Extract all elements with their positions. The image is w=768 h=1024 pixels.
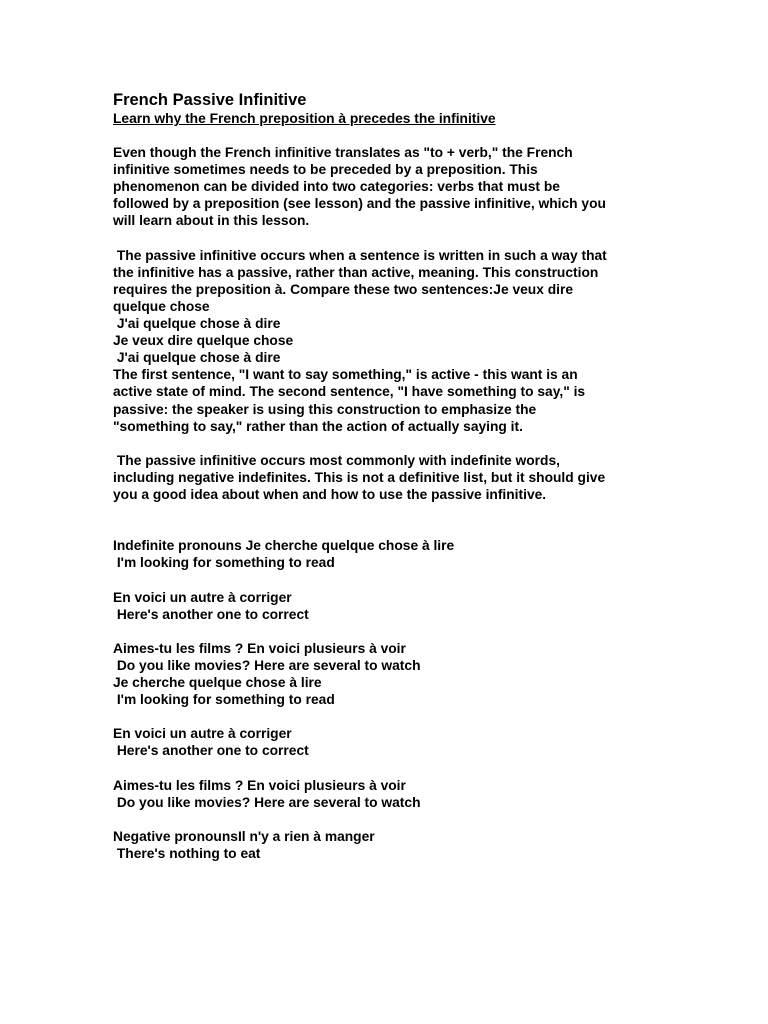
example-block (113, 777, 658, 811)
example-sentence: J'ai quelque chose à dire (113, 316, 281, 332)
example-block (113, 725, 658, 759)
usage-paragraph (113, 452, 658, 503)
text-line: active state of mind. The second sentence, "I have something to say," is (113, 384, 586, 400)
text-line: including negative indefinites. This is not a definitive list, but it should give (113, 469, 606, 485)
text-line: requires the preposition à. Compare these two sentences:Je veux dire (113, 281, 574, 297)
french-example: En voici un autre à corriger (113, 726, 292, 742)
french-example: Je cherche quelque chose à lire (113, 675, 322, 690)
example-sentence: Je veux dire quelque chose (113, 333, 294, 349)
example-block (113, 589, 658, 623)
example-block (113, 828, 658, 862)
english-translation: Do you like movies? Here are several to watch (113, 794, 421, 810)
text-line: phenomenon can be divided into two categories: verbs that must be (113, 179, 560, 195)
example-block (113, 640, 658, 708)
text-line: quelque chose (113, 298, 210, 314)
spacer (113, 127, 658, 144)
spacer (113, 435, 658, 452)
english-translation: I'm looking for something to read (113, 555, 335, 571)
spacer (113, 811, 658, 828)
document-page (113, 90, 658, 862)
english-translation: I'm looking for something to read (113, 692, 335, 708)
page-subtitle: Learn why the French preposition à precedes the infinitive (113, 111, 496, 126)
english-translation: There's nothing to eat (113, 845, 261, 861)
text-line: infinitive sometimes needs to be preceded by a preposition. This (113, 162, 538, 178)
french-example: Aimes-tu les films ? En voici plusieurs à voir (113, 777, 406, 793)
english-translation: Here's another one to correct (113, 743, 309, 759)
text-line: The passive infinitive occurs most commonly with indefinite words, (113, 452, 560, 468)
example-block (113, 537, 658, 571)
spacer (113, 520, 658, 537)
text-line: will learn about in this lesson. (113, 213, 310, 229)
french-example: Aimes-tu les films ? En voici plusieurs à voir (113, 640, 406, 656)
text-line: passive: the speaker is using this construction to emphasize the (113, 401, 537, 417)
text-line: the infinitive has a passive, rather than active, meaning. This construction (113, 264, 599, 280)
text-line: you a good idea about when and how to use the passive infinitive. (113, 486, 547, 502)
text-line: followed by a preposition (see lesson) and the passive infinitive, which you (113, 196, 606, 212)
french-example: En voici un autre à corriger (113, 589, 292, 605)
spacer (113, 623, 658, 640)
spacer (113, 230, 658, 247)
text-line: The passive infinitive occurs when a sentence is written in such a way that (113, 247, 607, 263)
spacer (113, 759, 658, 776)
english-translation: Here's another one to correct (113, 606, 309, 622)
page-title: French Passive Infinitive (113, 91, 307, 109)
intro-paragraph (113, 144, 658, 229)
example-sentence: J'ai quelque chose à dire (113, 350, 281, 366)
french-example: Negative pronounsIl n'y a rien à manger (113, 828, 375, 844)
text-line: The first sentence, "I want to say something," is active - this want is an (113, 367, 578, 383)
text-line: "something to say," rather than the action of actually saying it. (113, 418, 523, 434)
english-translation: Do you like movies? Here are several to watch (113, 657, 421, 673)
spacer (113, 708, 658, 725)
spacer (113, 503, 658, 520)
french-example: Indefinite pronouns Je cherche quelque chose à lire (113, 538, 455, 554)
text-line: Even though the French infinitive translates as "to + verb," the French (113, 145, 573, 161)
spacer (113, 571, 658, 588)
explanation-paragraph (113, 247, 658, 435)
